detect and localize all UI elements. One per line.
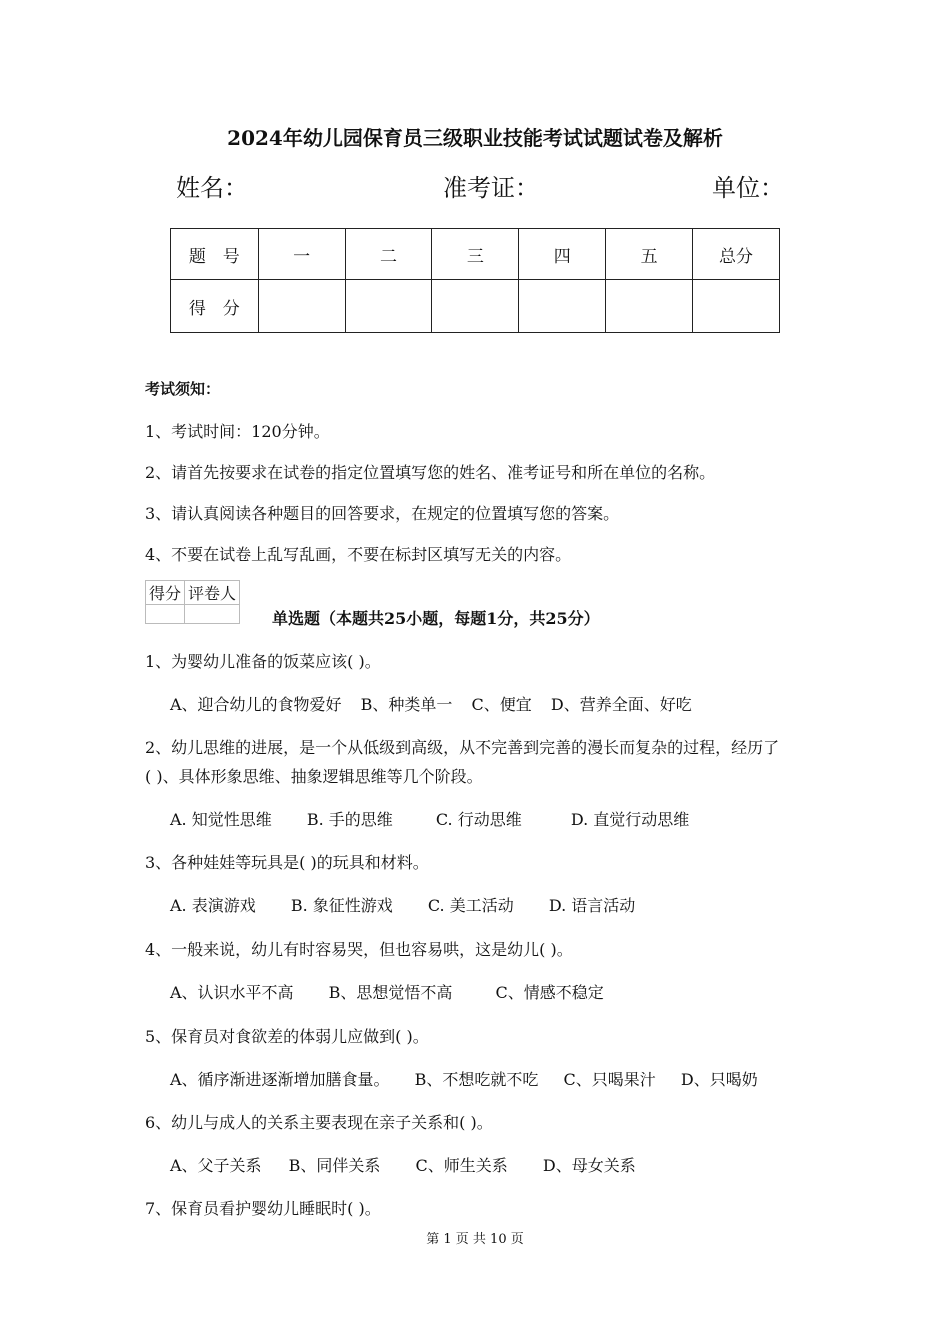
question-text-continued: ( )、具体形象思维、抽象逻辑思维等几个阶段。 (145, 767, 483, 786)
option-c[interactable]: C. 美工活动 (427, 896, 514, 915)
option-d[interactable]: D. 直觉行动思维 (570, 810, 690, 829)
question-text: 4、一般来说，幼儿有时容易哭，但也容易哄，这是幼儿( )。 (145, 940, 573, 959)
grader-reviewer-label: 评卷人 (185, 581, 240, 605)
option-a[interactable]: A、父子关系 (170, 1156, 262, 1175)
question-options (170, 807, 703, 830)
page-footer: 第 1 页 共 10 页 (426, 1232, 524, 1247)
option-b[interactable]: B、不想吃就不吃 (414, 1070, 539, 1089)
question-options (170, 980, 618, 1003)
option-b[interactable]: B、同伴关系 (288, 1156, 381, 1175)
exam-id-field-label: 准考证： (443, 174, 539, 202)
option-d[interactable]: D. 语言活动 (548, 896, 636, 915)
notes-item: 4、不要在试卷上乱写乱画，不要在标封区填写无关的内容。 (145, 545, 572, 564)
unit-field-label: 单位： (712, 174, 784, 202)
score-table-cell: 题 号 (171, 229, 259, 280)
option-c[interactable]: C、情感不稳定 (495, 983, 604, 1002)
option-a[interactable]: A、迎合幼儿的食物爱好 (170, 695, 342, 714)
option-c[interactable]: C、师生关系 (415, 1156, 508, 1175)
notes-item: 2、请首先按要求在试卷的指定位置填写您的姓名、准考证号和所在单位的名称。 (145, 463, 716, 482)
notes-item: 3、请认真阅读各种题目的回答要求，在规定的位置填写您的答案。 (145, 504, 620, 523)
option-a[interactable]: A. 知觉性思维 (170, 810, 272, 829)
option-d[interactable]: D、母女关系 (542, 1156, 636, 1175)
option-b[interactable]: B、思想觉悟不高 (328, 983, 453, 1002)
question-text: 2、幼儿思维的进展，是一个从低级到高级，从不完善到完善的漫长而复杂的过程，经历了 (145, 738, 780, 757)
grader-score-label: 得分 (146, 581, 185, 605)
notes-item: 1、考试时间：120分钟。 (145, 422, 330, 441)
question-options (170, 692, 706, 715)
score-input-cell[interactable] (693, 280, 780, 333)
name-field-label: 姓名： (176, 174, 248, 202)
score-table-cell: 总分 (693, 229, 780, 280)
notes-heading: 考试须知： (145, 380, 221, 398)
score-table-cell: 一 (258, 229, 345, 280)
option-d[interactable]: D、营养全面、好吃 (550, 695, 692, 714)
option-a[interactable]: A. 表演游戏 (170, 896, 256, 915)
option-c[interactable]: C. 行动思维 (435, 810, 522, 829)
score-input-cell[interactable] (345, 280, 432, 333)
score-table-cell: 四 (519, 229, 606, 280)
option-c[interactable]: C、便宜 (471, 695, 532, 714)
score-table-score-row (171, 280, 780, 333)
question-text: 5、保育员对食欲差的体弱儿应做到( )。 (145, 1027, 429, 1046)
question-options (170, 1067, 772, 1090)
option-c[interactable]: C、只喝果汁 (563, 1070, 656, 1089)
option-b[interactable]: B、种类单一 (360, 695, 453, 714)
option-b[interactable]: B. 象征性游戏 (290, 896, 393, 915)
question-text: 1、为婴幼儿准备的饭菜应该( )。 (145, 652, 381, 671)
question-text: 6、幼儿与成人的关系主要表现在亲子关系和( )。 (145, 1113, 493, 1132)
question-text: 7、保育员看护婴幼儿睡眠时( )。 (145, 1199, 381, 1218)
grader-box (145, 580, 240, 624)
score-input-cell[interactable] (258, 280, 345, 333)
section-title: 单选题（本题共25小题，每题1分，共25分） (272, 609, 600, 628)
score-input-cell[interactable] (519, 280, 606, 333)
question-options (170, 1153, 650, 1176)
score-table-cell: 二 (345, 229, 432, 280)
score-table-header-row (171, 229, 780, 280)
option-a[interactable]: A、循序渐进逐渐增加膳食量。 (170, 1070, 390, 1089)
score-table-cell: 五 (606, 229, 693, 280)
score-input-cell[interactable] (432, 280, 519, 333)
score-input-cell[interactable] (606, 280, 693, 333)
grader-score-cell[interactable] (146, 605, 185, 624)
document-title: 2024年幼儿园保育员三级职业技能考试试题试卷及解析 (227, 126, 723, 150)
option-b[interactable]: B. 手的思维 (306, 810, 393, 829)
question-options (170, 893, 649, 916)
option-a[interactable]: A、认识水平不高 (170, 983, 294, 1002)
grader-reviewer-cell[interactable] (185, 605, 240, 624)
score-table-cell: 三 (432, 229, 519, 280)
question-text: 3、各种娃娃等玩具是( )的玩具和材料。 (145, 853, 429, 872)
score-table-cell: 得 分 (171, 280, 259, 333)
score-table (170, 228, 780, 333)
option-d[interactable]: D、只喝奶 (680, 1070, 758, 1089)
